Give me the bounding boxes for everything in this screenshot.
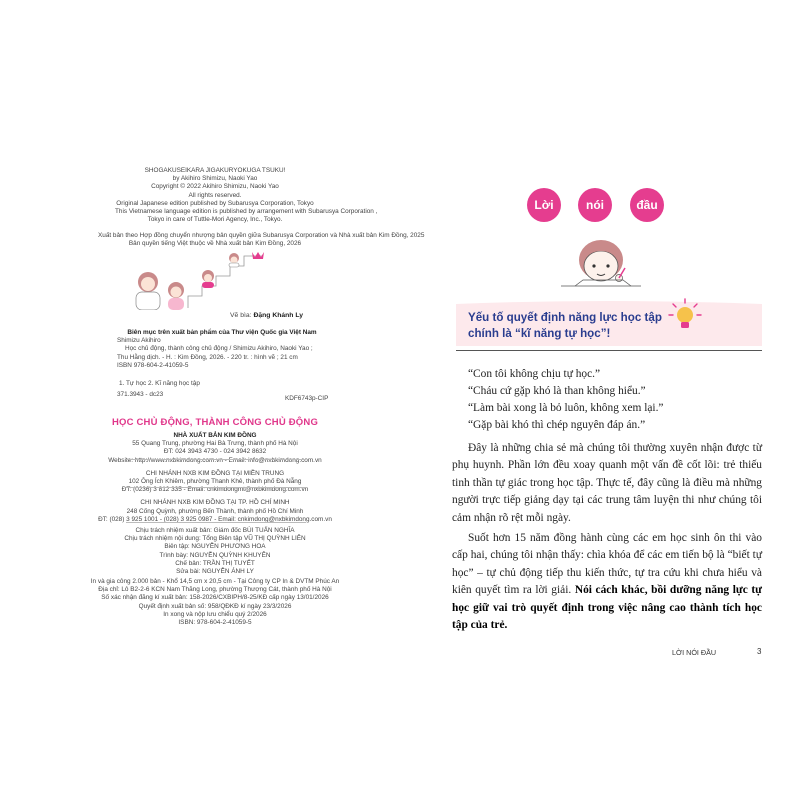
publisher-line: 55 Quang Trung, phường Hai Bà Trưng, thành phố Hà Nội	[132, 440, 298, 448]
credit-line: This Vietnamese language edition is published by arrangement with Subarusya Corporation ,	[115, 208, 378, 216]
staff-credits	[96, 527, 334, 576]
branch-line: 102 Ông Ích Khiêm, phường Thanh Khê, thành phố Đà Nẵng	[128, 478, 302, 486]
lightbulb-icon	[668, 298, 702, 332]
quote-line: “Con tôi không chịu tự học.”	[468, 368, 601, 380]
vietnamese-rights	[98, 232, 425, 248]
title-badge: nói	[578, 188, 612, 222]
print-line: Quyết định xuất bản số: 958/QĐKĐ kí ngày 23/3/2026	[138, 602, 292, 610]
print-info	[90, 578, 340, 627]
staff-line: Chế bản: TRẦN THỊ TUYẾT	[175, 559, 255, 567]
print-line: ISBN: 978-604-2-41059-5	[178, 619, 252, 627]
rights-line: Xuất bản theo Hợp đồng chuyển nhượng bản quyền giữa Subarusya Corporation và Nhà xuất bản Kim Đồng, 2025	[98, 232, 425, 239]
staff-line: Sửa bài: NGUYỄN ÁNH LY	[176, 568, 254, 576]
publisher-name: NHÀ XUẤT BẢN KIM ĐỒNG	[173, 432, 257, 439]
credit-line: Tokyo in care of Tuttle-Mori Agency, Inc., Tokyo.	[147, 216, 283, 224]
stairs-illustration	[128, 252, 276, 310]
cip-classification	[117, 380, 200, 399]
branch-line: CHI NHÁNH NXB KIM ĐỒNG TẠI MIỀN TRUNG	[145, 469, 285, 477]
heading-line-2: chính là “kĩ năng tự học”!	[468, 326, 611, 340]
body-paragraph: Đây là những chia sẻ mà chúng tôi thường xuyên nhận được từ phụ huynh. Phần lớn đều xoay quanh một vấn đề cốt lõi: trẻ thiếu tinh thần tự giác trong học tập. Thực tế, đây cũng là điều mà những người trực tiếp giảng dạy tại các trung tâm luyện thi như chúng tôi cảm nhận rõ rệt mỗi ngày.	[452, 442, 762, 524]
credit-line: Copyright © 2022 Akihiro Shimizu, Naoki Yao	[151, 183, 279, 191]
parent-quotes	[468, 366, 768, 434]
publisher-block	[96, 432, 334, 524]
publisher-line: ĐT: 024 3943 4730 - 024 3942 8632	[163, 448, 267, 456]
cover-artist	[230, 312, 303, 319]
cip-title: Biên mục trên xuất bản phẩm của Thư viện Quốc gia Việt Nam	[127, 329, 317, 336]
staff-line: Trình bày: NGUYỄN QUỲNH KHUYÊN	[159, 551, 271, 559]
quote-line: “Làm bài xong là bỏ luôn, không xem lại.”	[468, 402, 664, 414]
artist-name: Đặng Khánh Ly	[253, 312, 304, 319]
body-paragraph	[452, 530, 762, 634]
copyright-credits	[115, 167, 378, 224]
print-line: In xong và nộp lưu chiểu quý 2/2026	[163, 610, 267, 618]
cip-line: Shimizu Akihiro	[117, 337, 161, 345]
running-footer: LỜI NÓI ĐẦU	[672, 648, 717, 657]
cip-line: ISBN 978-604-2-41059-5	[117, 361, 189, 369]
staff-line: Biên tập: NGUYỄN PHƯƠNG HOA	[164, 543, 266, 551]
book-title: HỌC CHỦ ĐỘNG, THÀNH CÔNG CHỦ ĐỘNG	[111, 417, 319, 428]
print-line: In và gia công 2.000 bản - Khổ 14,5 cm x 20,5 cm - Tại Công ty CP In & DVTM Phúc An	[90, 578, 340, 585]
title-badge: Lời	[527, 188, 561, 222]
studying-kid-illustration	[561, 238, 641, 302]
cip-line: Học chủ động, thành công chủ động / Shimizu Akihiro, Naoki Yao ;	[125, 345, 313, 353]
credit-line: by Akihiro Shimizu, Naoki Yao	[172, 175, 258, 183]
credit-line: SHOGAKUSEIKARA JIGAKURYOKUGA TSUKU!	[144, 167, 286, 174]
paragraph-emphasis: Nói cách khác, bồi dưỡng năng lực tự học giữ vai trò quyết định trong việc nâng cao thành tích học tập của trẻ.	[452, 584, 762, 632]
credit-line: Original Japanese edition published by Subarusya Corporation, Tokyo	[116, 199, 314, 207]
cip-block	[117, 329, 327, 370]
paragraph-text: Suốt hơn 15 năm đồng hành cùng các em học sinh ôn thi vào cấp hai, chúng tôi nhận thấy: chìa khóa để các em tiến bộ là “biết tự học” – tự chủ động tiếp thu kiến thức, tự tra cứu khi chưa hiểu và kiên quyết tìm ra lời giải.	[452, 532, 762, 597]
divider	[126, 459, 306, 460]
print-line: Số xác nhận đăng kí xuất bản: 158-2026/CXBIPH/8-25/KĐ cấp ngày 13/01/2026	[101, 594, 329, 602]
cip-subjects: 1. Tự học 2. Kĩ năng học tập	[119, 380, 200, 387]
quote-line: “Cháu cứ gặp khó là than không hiểu.”	[468, 385, 646, 397]
branch-line: 248 Cống Quỳnh, phường Bến Thành, thành phố Hồ Chí Minh	[126, 507, 304, 515]
branch-line: CHI NHÁNH NXB KIM ĐỒNG TẠI TP. HỒ CHÍ MINH	[140, 499, 290, 507]
branch-line: ĐT: (0236) 3 812 335 - Email: cnkimdongmt@nxbkimdong.com.vn	[121, 486, 309, 494]
chapter-title-badges	[527, 188, 687, 224]
title-badge: đầu	[630, 188, 664, 222]
crown-icon	[252, 252, 264, 259]
cip-line: Thu Hằng dịch. - H. : Kim Đồng, 2026. - 220 tr. : hình vẽ ; 21 cm	[117, 353, 298, 361]
cip-code: KDF6743p-CIP	[285, 395, 329, 402]
staff-line: Chịu trách nhiệm xuất bản: Giám đốc BÙI TUẤN NGHĨA	[135, 527, 295, 534]
artist-label: Vẽ bìa:	[230, 312, 254, 319]
page-number: 3	[757, 647, 762, 656]
divider	[126, 487, 306, 488]
print-line: Địa chỉ: Lô B2-2-6 KCN Nam Thăng Long, phường Thượng Cát, thành phố Hà Nội	[98, 586, 332, 594]
credit-line: All rights reserved.	[188, 191, 242, 199]
quote-line: “Gặp bài khó thì chép nguyên đáp án.”	[468, 419, 646, 431]
staff-line: Chịu trách nhiệm nội dung: Tổng Biên tập VŨ THỊ QUỲNH LIÊN	[124, 535, 306, 543]
preface-page	[400, 0, 800, 800]
heading-underline	[456, 350, 762, 351]
branch-line: ĐT: (028) 3 925 1001 - (028) 3 925 0987 - Email: cnkimdong@nxbkimdong.com.vn	[98, 515, 332, 523]
divider	[126, 522, 306, 523]
heading-line-1: Yếu tố quyết định năng lực học tập	[468, 311, 662, 324]
publisher-line: Website: http://www.nxbkimdong.com.vn - Email: info@nxbkimdong.com.vn	[108, 456, 322, 464]
cip-dewey: 371.3943 - dc23	[117, 391, 164, 399]
rights-line: Bản quyền tiếng Việt thuộc về Nhà xuất bản Kim Đồng, 2026	[128, 240, 302, 248]
